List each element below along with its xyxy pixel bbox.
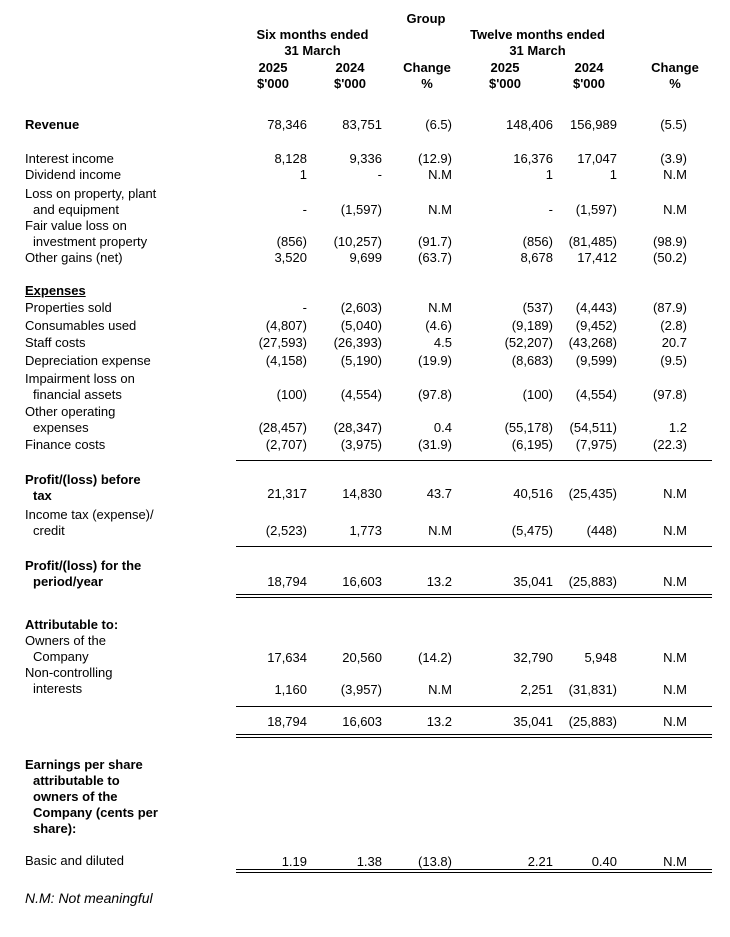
cell-impairment-5: (4,554) [575,387,617,402]
cell-basic-diluted-4: 2.21 [527,854,553,869]
row-label-nci: Non-controlling [25,665,113,680]
cell-profit-4: 35,041 [513,574,553,589]
cell-other-gains-2: 9,699 [349,250,382,265]
cell-dividend-income-1: 1 [299,167,307,182]
cell-pbt-4: 40,516 [513,486,553,501]
row-label-fv-loss-2: investment property [33,234,148,249]
cell-fv-loss-1: (856) [276,234,307,249]
column-header-6-unit: % [669,76,681,91]
cell-staff-costs-4: (52,207) [504,335,553,350]
cell-pbt-2: 14,830 [342,486,382,501]
cell-nci-2: (3,957) [340,682,382,697]
cell-properties-sold-6: (87.9) [653,300,687,315]
cell-revenue-6: (5.5) [660,117,687,132]
cell-other-opex-6: 1.2 [668,420,687,435]
cell-staff-costs-1: (27,593) [258,335,307,350]
cell-attr-total-3: 13.2 [426,714,452,729]
cell-interest-income-3: (12.9) [418,151,452,166]
cell-nci-6: N.M [663,682,687,697]
cell-consumables-3: (4.6) [425,318,452,333]
cell-basic-diluted-1: 1.19 [281,854,307,869]
column-header-4-unit: $'000 [488,76,521,91]
cell-loss-ppe-2: (1,597) [340,202,382,217]
cell-dividend-income-4: 1 [545,167,553,182]
row-label-pbt: Profit/(loss) before [25,472,141,487]
cell-fv-loss-2: (10,257) [333,234,382,249]
cell-loss-ppe-4: - [548,202,553,217]
cell-properties-sold-4: (537) [522,300,553,315]
cell-owners-2: 20,560 [342,650,382,665]
cell-properties-sold-1: - [302,300,307,315]
eps-heading-2: attributable to [33,773,120,788]
cell-dividend-income-6: N.M [663,167,687,182]
cell-other-opex-2: (28,347) [333,420,382,435]
cell-attr-total-4: 35,041 [513,714,553,729]
row-label-impairment-2: financial assets [33,387,122,402]
cell-depreciation-3: (19.9) [418,353,452,368]
column-header-3-unit: % [421,76,433,91]
cell-attr-total-2: 16,603 [342,714,382,729]
cell-revenue-4: 148,406 [506,117,553,132]
row-label-profit: Profit/(loss) for the [25,558,142,573]
attr-total-double-rule [236,734,712,738]
cell-owners-5: 5,948 [584,650,617,665]
cell-nci-5: (31,831) [568,682,617,697]
cell-basic-diluted-5: 0.40 [591,854,617,869]
cell-other-opex-3: 0.4 [433,420,452,435]
cell-properties-sold-5: (4,443) [575,300,617,315]
cell-finance-costs-1: (2,707) [265,437,307,452]
row-label-consumables: Consumables used [25,318,137,333]
row-label-revenue: Revenue [25,117,80,132]
twelve-months-date: 31 March [509,43,566,58]
row-label-owners: Owners of the [25,633,106,648]
cell-consumables-5: (9,452) [575,318,617,333]
cell-other-gains-1: 3,520 [274,250,307,265]
attr-subtotal-rule [236,706,712,707]
row-label-tax-2: credit [33,523,65,538]
cell-staff-costs-5: (43,268) [568,335,617,350]
cell-nci-1: 1,160 [274,682,307,697]
cell-interest-income-5: 17,047 [577,151,617,166]
cell-tax-2: 1,773 [349,523,382,538]
column-header-1: 2025 [258,60,288,75]
cell-tax-3: N.M [428,523,452,538]
group-heading: Group [406,11,446,26]
attributable-heading: Attributable to: [25,617,119,632]
cell-impairment-4: (100) [522,387,553,402]
cell-owners-1: 17,634 [267,650,307,665]
row-label-profit-2: period/year [33,574,104,589]
cell-profit-1: 18,794 [267,574,307,589]
cell-dividend-income-5: 1 [609,167,617,182]
cell-interest-income-1: 8,128 [274,151,307,166]
cell-consumables-2: (5,040) [340,318,382,333]
cell-fv-loss-6: (98.9) [653,234,687,249]
column-header-2: 2024 [335,60,365,75]
expenses-heading: Expenses [25,283,86,298]
cell-fv-loss-5: (81,485) [568,234,617,249]
eps-double-rule [236,869,712,873]
column-header-1-unit: $'000 [256,76,289,91]
cell-loss-ppe-6: N.M [663,202,687,217]
column-header-4: 2025 [490,60,520,75]
row-label-pbt-2: tax [33,488,52,503]
cell-impairment-6: (97.8) [653,387,687,402]
cell-finance-costs-6: (22.3) [653,437,687,452]
row-label-loss-ppe: Loss on property, plant [25,186,157,201]
cell-dividend-income-2: - [377,167,382,182]
row-label-properties-sold: Properties sold [25,300,112,315]
cell-basic-diluted-2: 1.38 [356,854,382,869]
cell-revenue-2: 83,751 [342,117,382,132]
cell-pbt-5: (25,435) [568,486,617,501]
column-header-6: Change [651,60,699,75]
cell-owners-4: 32,790 [513,650,553,665]
cell-fv-loss-3: (91.7) [418,234,452,249]
cell-revenue-5: 156,989 [570,117,617,132]
cell-depreciation-5: (9,599) [575,353,617,368]
cell-pbt-6: N.M [663,486,687,501]
eps-heading-3: owners of the [33,789,118,804]
cell-pbt-3: 43.7 [426,486,452,501]
eps-heading-5: share): [33,821,77,836]
column-header-5: 2024 [574,60,604,75]
row-label-staff-costs: Staff costs [25,335,86,350]
cell-other-gains-5: 17,412 [577,250,617,265]
row-label-finance-costs: Finance costs [25,437,106,452]
row-label-impairment: Impairment loss on [25,371,135,386]
row-label-depreciation: Depreciation expense [25,353,151,368]
cell-interest-income-4: 16,376 [513,151,553,166]
cell-interest-income-6: (3.9) [660,151,687,166]
row-label-loss-ppe-2: and equipment [33,202,120,217]
row-label-other-opex: Other operating [25,404,116,419]
row-label-other-gains: Other gains (net) [25,250,123,265]
six-months-date: 31 March [284,43,341,58]
cell-finance-costs-2: (3,975) [340,437,382,452]
cell-pbt-1: 21,317 [267,486,307,501]
cell-owners-3: (14.2) [418,650,452,665]
cell-finance-costs-5: (7,975) [575,437,617,452]
cell-fv-loss-4: (856) [522,234,553,249]
cell-profit-3: 13.2 [426,574,452,589]
cell-attr-total-6: N.M [663,714,687,729]
subtotal-rule-2 [236,546,712,547]
row-label-fv-loss: Fair value loss on [25,218,127,233]
column-header-2-unit: $'000 [333,76,366,91]
cell-other-gains-4: 8,678 [520,250,553,265]
cell-dividend-income-3: N.M [428,167,452,182]
cell-nci-4: 2,251 [520,682,553,697]
cell-tax-1: (2,523) [265,523,307,538]
cell-nci-3: N.M [428,682,452,697]
cell-depreciation-1: (4,158) [265,353,307,368]
total-double-rule [236,594,712,598]
row-label-other-opex-2: expenses [33,420,89,435]
column-header-3: Change [403,60,451,75]
row-label-basic-diluted: Basic and diluted [25,853,125,868]
cell-loss-ppe-3: N.M [428,202,452,217]
footnote: N.M: Not meaningful [25,890,153,906]
cell-attr-total-1: 18,794 [267,714,307,729]
cell-profit-2: 16,603 [342,574,382,589]
cell-depreciation-6: (9.5) [660,353,687,368]
cell-impairment-1: (100) [276,387,307,402]
cell-revenue-1: 78,346 [267,117,307,132]
cell-attr-total-5: (25,883) [568,714,617,729]
cell-profit-5: (25,883) [568,574,617,589]
cell-consumables-1: (4,807) [265,318,307,333]
cell-other-opex-4: (55,178) [504,420,553,435]
cell-basic-diluted-6: N.M [663,854,687,869]
cell-consumables-6: (2.8) [660,318,687,333]
row-label-interest-income: Interest income [25,151,114,166]
cell-owners-6: N.M [663,650,687,665]
cell-revenue-3: (6.5) [425,117,452,132]
cell-depreciation-4: (8,683) [511,353,553,368]
row-label-dividend-income: Dividend income [25,167,122,182]
subtotal-rule [236,460,712,461]
cell-tax-5: (448) [586,523,617,538]
row-label-owners-2: Company [33,649,89,664]
column-header-5-unit: $'000 [572,76,605,91]
cell-properties-sold-2: (2,603) [340,300,382,315]
cell-profit-6: N.M [663,574,687,589]
cell-tax-6: N.M [663,523,687,538]
cell-impairment-3: (97.8) [418,387,452,402]
row-label-tax: Income tax (expense)/ [25,507,154,522]
cell-finance-costs-3: (31.9) [418,437,452,452]
cell-interest-income-2: 9,336 [349,151,382,166]
eps-heading-4: Company (cents per [33,805,158,820]
cell-depreciation-2: (5,190) [340,353,382,368]
cell-other-gains-6: (50.2) [653,250,687,265]
twelve-months-heading: Twelve months ended [470,27,605,42]
six-months-heading: Six months ended [256,27,369,42]
cell-other-gains-3: (63.7) [418,250,452,265]
cell-consumables-4: (9,189) [511,318,553,333]
cell-loss-ppe-1: - [302,202,307,217]
cell-loss-ppe-5: (1,597) [575,202,617,217]
eps-heading-1: Earnings per share [25,757,143,772]
cell-staff-costs-6: 20.7 [661,335,687,350]
cell-basic-diluted-3: (13.8) [418,854,452,869]
cell-other-opex-5: (54,511) [569,420,617,435]
cell-finance-costs-4: (6,195) [511,437,553,452]
cell-staff-costs-2: (26,393) [333,335,382,350]
cell-impairment-2: (4,554) [340,387,382,402]
cell-properties-sold-3: N.M [428,300,452,315]
cell-tax-4: (5,475) [511,523,553,538]
cell-other-opex-1: (28,457) [258,420,307,435]
cell-staff-costs-3: 4.5 [433,335,452,350]
row-label-nci-2: interests [33,681,83,696]
